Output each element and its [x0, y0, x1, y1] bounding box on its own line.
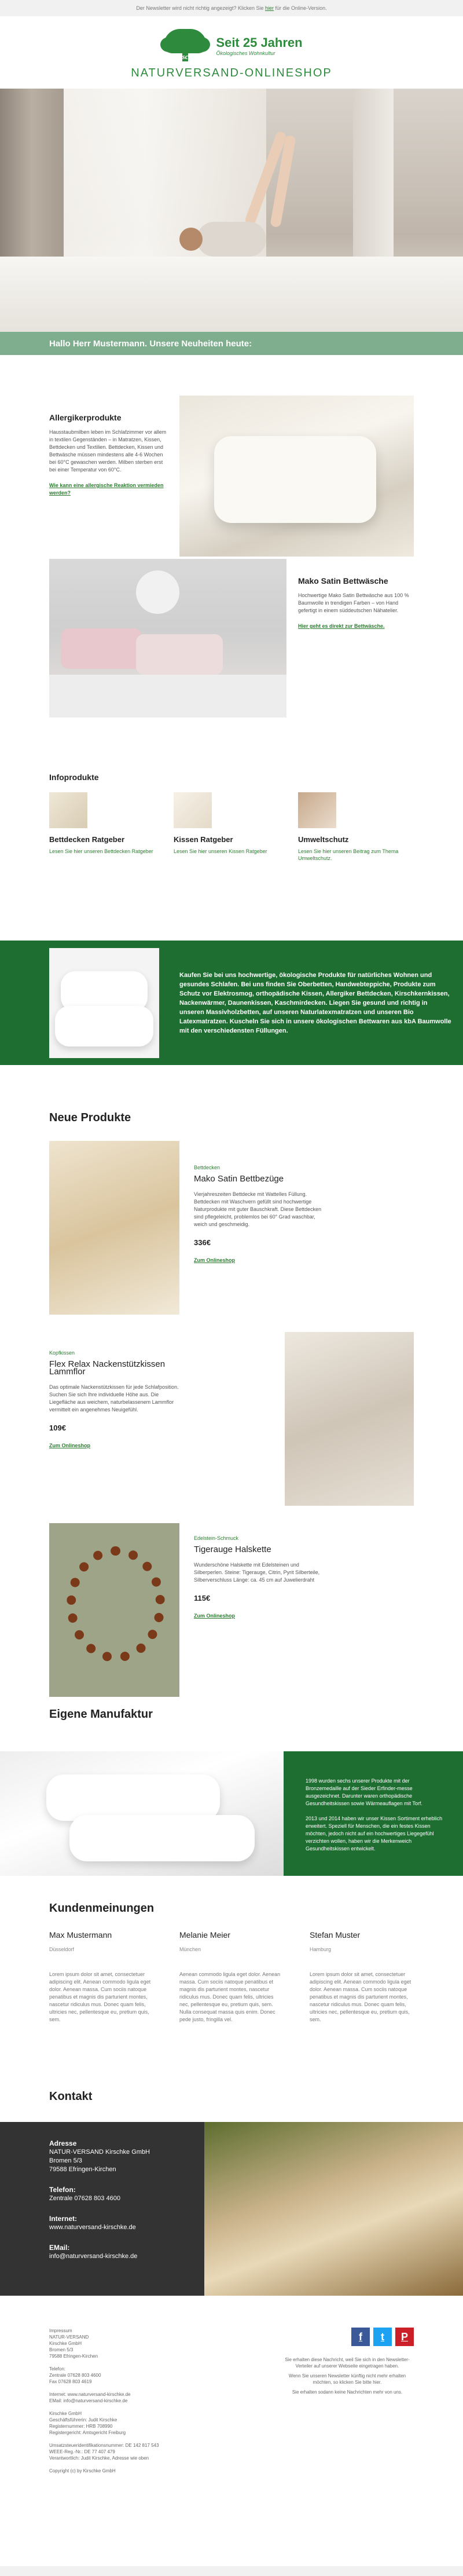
- info-card-title: Kissen Ratgeber: [174, 835, 233, 844]
- imprint-line: 79588 Efringen-Kirchen: [49, 2354, 98, 2359]
- product-text: Das optimale Nackenstützkissen für jede Schlafposition. Suchen Sie sich Ihre individuelle Höhe aus. Die Liegefläche aus weichem, naturbelassenem Lammflor vermittelt ein angenehmes Neuigefühl.: [49, 1384, 179, 1413]
- contact-band: [0, 2122, 463, 2296]
- email-link[interactable]: info@naturversand-kirschke.de: [49, 2253, 138, 2260]
- imprint-line: Zentrale 07628 803 4600: [49, 2373, 101, 2378]
- product-title: Mako Satin Bettbezüge: [194, 1174, 284, 1184]
- imprint-line: WEEE-Reg.-Nr.: DE 77 407 479: [49, 2449, 115, 2454]
- imprint-line: Copyright (c) by Kirschke GmbH: [49, 2468, 116, 2473]
- address-line: Bromen 5/3: [49, 2157, 82, 2164]
- pillows-image[interactable]: [49, 948, 159, 1058]
- product-text: Vierjahreszeiten Bettdecke mit Wattelles Füllung. Bettdecken mit Waschvern gefüllt sind hochwertige Naturprodukte mit guter Bauschkraft. Diese Bettdecken sind pflegeleicht, problemlos bei 60° Grad waschbar, weich und geschmeidig.: [194, 1191, 322, 1227]
- new-products-heading: Neue Produkte: [49, 1111, 131, 1124]
- info-heading: Infoprodukte: [49, 773, 99, 782]
- imprint-line: EMail: info@naturversand-kirschke.de: [49, 2398, 128, 2403]
- imprint-line: [49, 2359, 200, 2366]
- email-label: EMail:: [49, 2244, 70, 2252]
- product-image[interactable]: [49, 1523, 179, 1697]
- notice-line: Sie erhalten diese Nachricht, weil Sie sich in den Newsletter-Verteiler auf unserer Webseite eingetragen haben.: [285, 2357, 410, 2369]
- logo[interactable]: [160, 29, 302, 63]
- imprint-line: Umsatzsteueridentifikationsnummer: DE 142 817 543: [49, 2443, 159, 2448]
- pillow-thumbnail: [174, 792, 212, 828]
- imprint-line: Registergericht: Amtsgericht Freiburg: [49, 2430, 126, 2435]
- product-price: 336€: [194, 1238, 211, 1247]
- notice-line: Sie erhalten sodann keine Nachrichten mehr von uns.: [292, 2390, 403, 2395]
- imprint-line: [49, 2436, 200, 2442]
- info-card-text: Lesen Sie hier unseren Beitrag zum Thema Umweltschutz.: [298, 848, 399, 861]
- contact-heading-wrap: [0, 2079, 463, 2122]
- feature-link[interactable]: Hier geht es direkt zur Bettwäsche.: [298, 623, 385, 629]
- reviews-section: [0, 1876, 463, 2079]
- manufaktur-paragraph: 2013 und 2014 haben wir unser Kissen Sortiment erheblich erweitert. Speziell für Menschen, die ein festes Kissen möchten, jedoch nicht auf ein hochwertiges Liegegefühl verzichten wollen, haben wir die Merkenweich Gesundheitskissen entwickelt.: [306, 1816, 443, 1851]
- product-image[interactable]: [285, 1332, 414, 1506]
- header: [0, 16, 463, 89]
- info-card-umweltschutz[interactable]: [298, 792, 411, 862]
- imprint-line: Verantwortlich: Judit Kirschke, Adresse wie oben: [49, 2456, 149, 2461]
- feature-text: Hausstaubmilben leben im Schlafzimmer vor allem in textilen Gegenständen – in Matratzen, Kissen, Bettdecken und Textilien. Bettdecken, Kissen und Bettwäsche müssen mindestens alle 4-6 Wochen bei 60°C gewaschen werden. Milben sterben erst bei einer Temperatur von 60°C.: [49, 429, 167, 473]
- imprint-line: [49, 2461, 200, 2468]
- manufaktur-text: [284, 1751, 463, 1876]
- phone-value[interactable]: Zentrale 07628 803 4600: [49, 2195, 120, 2202]
- review-name: Max Mustermann: [49, 1930, 112, 1940]
- imprint-line: Telefon:: [49, 2366, 66, 2372]
- about-text: Kaufen Sie bei uns hochwertige, ökologische Produkte für natürliches Wohnen und gesundes Schlafen. Bei uns finden Sie Oberbetten, Handwebteppiche, Produkte zum Schutz vor Elektrosmog, orthopädische Kissen, Allergiker Bettdecken, Kirschkernkissen, Nackenwärmer, Daunenkissen, Kaschmirdecken. Liegen Sie gesund und richtig in unseren Massivholzbetten, auf unseren Naturlatexmatratzen und unseren Bio Latexmatratzen. Kuscheln Sie sich in unsere ökologischen Bettwaren aus kbA Baumwolle mit den verschiedensten Füllungen.: [179, 971, 451, 1034]
- new-products-section: [0, 1065, 463, 1708]
- imprint-line: NATUR-VERSAND: [49, 2334, 89, 2340]
- twitter-icon[interactable]: t: [373, 2328, 392, 2346]
- note-before: Der Newsletter wird nicht richtig angezeigt? Klicken Sie: [136, 5, 266, 11]
- review-place: München: [179, 1946, 201, 1952]
- web-label: Internet:: [49, 2215, 77, 2223]
- imprint-line: Registernummer: HRB 708990: [49, 2424, 113, 2429]
- imprint-line: Fax 07628 803 4619: [49, 2379, 92, 2384]
- unsubscribe-notice: [281, 2357, 414, 2395]
- address-line: NATUR-VERSAND Kirschke GmbH: [49, 2149, 150, 2156]
- contact-details: [0, 2122, 204, 2296]
- review-text: Lorem ipsum dolor sit amet, consectetuer adipiscing elit. Aenean commodo ligula eget dolor. Aenean massa. Cum sociis natoque penatibus et magnis dis parturient montes, nascetur ridiculus mus. Donec quam felis, ultricies nec, pellentesque eu, pretium quis, sem.: [310, 1971, 411, 2022]
- web-link[interactable]: www.naturversand-kirschke.de: [49, 2224, 136, 2231]
- feature-allergy: [49, 396, 171, 497]
- footer: [0, 2296, 463, 2566]
- imprint-line: Kirschke GmbH: [49, 2341, 82, 2346]
- review-text: Aenean commodo ligula eget dolor. Aenean massa. Cum sociis natoque penatibus et magnis dis parturient montes, nascetur ridiculus mus. Donec quam felis, ultricies nec, pellentesque eu, pretium quis, sem. Nulla consequat massa quis enim. Donec pede justo, fringilla vel.: [179, 1971, 281, 2022]
- imprint-line: Geschäftsführerin: Judit Kirschke: [49, 2417, 117, 2423]
- shop-link[interactable]: Zum Onlineshop: [49, 1443, 90, 1448]
- review-text: Lorem ipsum dolor sit amet, consectetuer adipiscing elit. Aenean commodo ligula eget dolor. Aenean massa. Cum sociis natoque penatibus et magnis dis parturient montes, nascetur ridiculus mus. Donec quam felis, ultricies nec, pellentesque eu, pretium quis, sem.: [49, 1971, 151, 2022]
- review-card: [179, 1931, 284, 2024]
- info-card-title: Bettdecken Ratgeber: [49, 835, 125, 844]
- imprint-line: [49, 2404, 200, 2410]
- info-section: [0, 718, 463, 941]
- facebook-icon[interactable]: f: [351, 2328, 370, 2346]
- pillow-image[interactable]: [179, 396, 414, 557]
- duvet-thumbnail: [49, 792, 87, 828]
- info-card-title: Umweltschutz: [298, 835, 349, 844]
- shop-link[interactable]: Zum Onlineshop: [194, 1257, 235, 1263]
- imprint-line: Internet: www.naturversand-kirschke.de: [49, 2392, 131, 2397]
- info-card-bettdecken[interactable]: [49, 792, 162, 862]
- imprint-line: Bromen 5/3: [49, 2347, 74, 2352]
- bedding-image[interactable]: [49, 559, 286, 718]
- product-card: [49, 1141, 414, 1315]
- info-card-kissen[interactable]: [174, 792, 286, 862]
- product-card: [49, 1332, 414, 1506]
- manufaktur-paragraph: 1998 wurden sechs unserer Produkte mit der Bronzemedaille auf der Sieder Erfinder-messe ausgezeichnet. Darunter waren orthopädische Gesundheitskissen sowie Wärmeauflagen mit Torf.: [306, 1778, 422, 1806]
- feature-link[interactable]: Wie kann eine allergische Reaktion vermieden werden?: [49, 482, 164, 496]
- feature-bedlinen: [298, 559, 414, 630]
- manufaktur-heading-wrap: [0, 1708, 463, 1751]
- online-version-note: [0, 0, 463, 16]
- phone-label: Telefon:: [49, 2186, 76, 2194]
- shop-name: NATURVERSAND-ONLINESHOP: [131, 67, 332, 79]
- product-title: Tigerauge Halskette: [194, 1545, 271, 1554]
- reviews-heading: Kundenmeinungen: [49, 1902, 155, 1915]
- note-after: für die Online-Version.: [274, 5, 327, 11]
- review-place: Hamburg: [310, 1946, 332, 1952]
- product-category: Bettdecken: [194, 1165, 221, 1170]
- info-card-text: Lesen Sie hier unseren Bettdecken Ratgeber: [49, 848, 153, 854]
- brand-name: Kirschke: [172, 52, 200, 61]
- imprint-line: [49, 2385, 200, 2391]
- imprint-line: Impressum: [49, 2328, 72, 2333]
- greeting-bar: Hallo Herr Mustermann. Unsere Neuheiten heute:: [0, 332, 463, 355]
- imprint-line: Kirschke GmbH: [49, 2411, 82, 2416]
- manufaktur-heading: Eigene Manufaktur: [49, 1708, 153, 1721]
- about-band: [0, 941, 463, 1065]
- pinterest-icon[interactable]: P: [395, 2328, 414, 2346]
- product-image[interactable]: [49, 1141, 179, 1315]
- product-category: Kopfkissen: [49, 1350, 75, 1356]
- features-section: [0, 355, 463, 718]
- anniversary-sub: Ökologisches Wohnkultur: [216, 50, 275, 56]
- product-category: Edelstein-Schmuck: [194, 1535, 239, 1541]
- feature-title: Mako Satin Bettwäsche: [298, 576, 388, 586]
- review-card: [49, 1931, 153, 2024]
- hero-image[interactable]: [0, 89, 463, 332]
- tree-logo-icon: [160, 29, 210, 63]
- social-links: [281, 2328, 414, 2346]
- review-name: Stefan Muster: [310, 1930, 361, 1940]
- imprint: [49, 2328, 200, 2555]
- product-card: [49, 1523, 414, 1697]
- product-title: Flex Relax Nackenstützkissen Lammflor: [49, 1359, 166, 1377]
- contact-image[interactable]: [204, 2122, 463, 2296]
- environment-thumbnail: [298, 792, 336, 828]
- online-version-link[interactable]: hier: [265, 5, 274, 11]
- manufaktur-image[interactable]: [0, 1751, 284, 1876]
- contact-heading: Kontakt: [49, 2090, 93, 2103]
- anniversary: Seit 25 Jahren: [216, 35, 303, 50]
- feature-text: Hochwertige Mako Satin Bettwäsche aus 100 % Baumwolle in trendigen Farben – von Hand gefertigt in einem süddeutschen Nähatelier.: [298, 592, 409, 613]
- address-line: 79588 Efringen-Kirchen: [49, 2166, 116, 2173]
- info-card-text: Lesen Sie hier unseren Kissen Ratgeber: [174, 848, 267, 854]
- notice-line[interactable]: Wenn Sie unseren Newsletter künftig nicht mehr erhalten möchten, so klicken Sie bitte hier.: [288, 2373, 406, 2385]
- manufaktur-band: [0, 1751, 463, 1876]
- product-price: 109€: [49, 1424, 66, 1432]
- shop-link[interactable]: Zum Onlineshop: [194, 1613, 235, 1619]
- product-text: Wunderschöne Halskette mit Edelsteinen und Silberperlen. Steine: Tigerauge, Citrin, Pyrit Silberteile, Silberverschluss Länge: ca. 45 cm auf Juwelierdraht: [194, 1562, 320, 1583]
- review-card: [310, 1931, 414, 2024]
- feature-title: Allergikerprodukte: [49, 413, 122, 422]
- review-place: Düsseldorf: [49, 1946, 75, 1952]
- address-label: Adresse: [49, 2139, 77, 2147]
- review-name: Melanie Meier: [179, 1930, 230, 1940]
- product-price: 115€: [194, 1594, 211, 1602]
